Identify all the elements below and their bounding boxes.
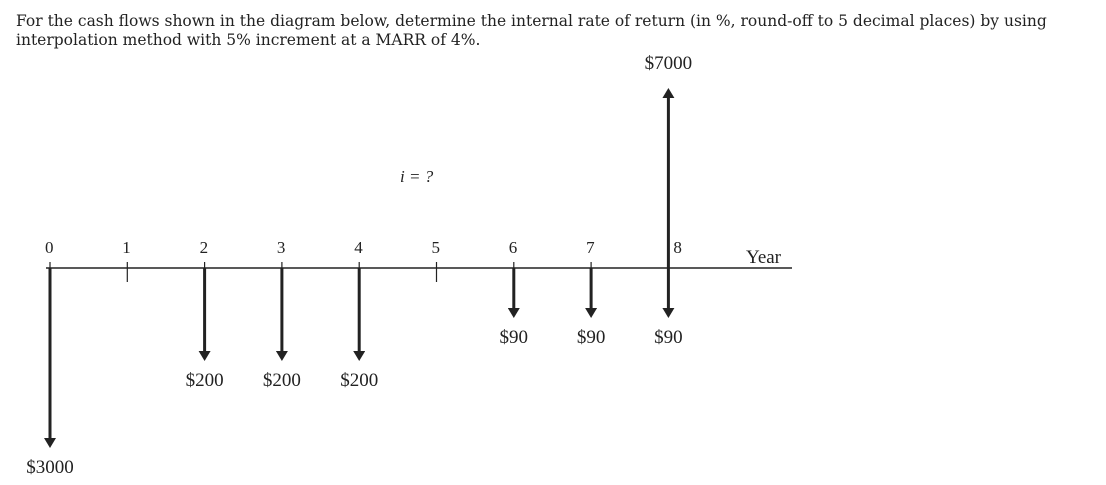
rate-label: i = ? bbox=[400, 167, 434, 186]
question-text: For the cash flows shown in the diagram below, determine the internal rate of return (in %, round-off to 5 decimal places) by using interpolation method with 5% increment at a MARR of 4%. bbox=[16, 12, 1047, 49]
year-tick-label-5: 5 bbox=[431, 238, 440, 257]
year-tick-label-4: 4 bbox=[354, 238, 363, 257]
cash-flow-amount-year-6-down: $90 bbox=[499, 327, 529, 348]
cash-flow-amount-year-3-down: $200 bbox=[262, 370, 301, 391]
cash-flow-amount-year-7-down: $90 bbox=[576, 327, 606, 348]
year-tick-label-3: 3 bbox=[276, 238, 286, 257]
year-tick-label-2: 2 bbox=[199, 238, 209, 257]
year-tick-label-8: 8 bbox=[673, 238, 682, 257]
cash-flow-amount-year-8-down: $90 bbox=[654, 327, 683, 348]
cash-flow-amount-year-0-down: $3000 bbox=[26, 457, 74, 478]
year-ticks bbox=[45, 238, 682, 282]
year-tick-label-0: 0 bbox=[45, 238, 54, 257]
cash-flow-amount-year-2-down: $200 bbox=[185, 370, 224, 391]
year-tick-label-1: 1 bbox=[122, 238, 131, 257]
cash-flow-amount-year-4-down: $200 bbox=[340, 370, 379, 391]
year-tick-label-6: 6 bbox=[508, 238, 518, 257]
year-tick-label-7: 7 bbox=[586, 238, 595, 257]
cash-flow-amount-year-8-up: $7000 bbox=[644, 53, 693, 74]
axis-label-year: Year bbox=[746, 247, 782, 268]
